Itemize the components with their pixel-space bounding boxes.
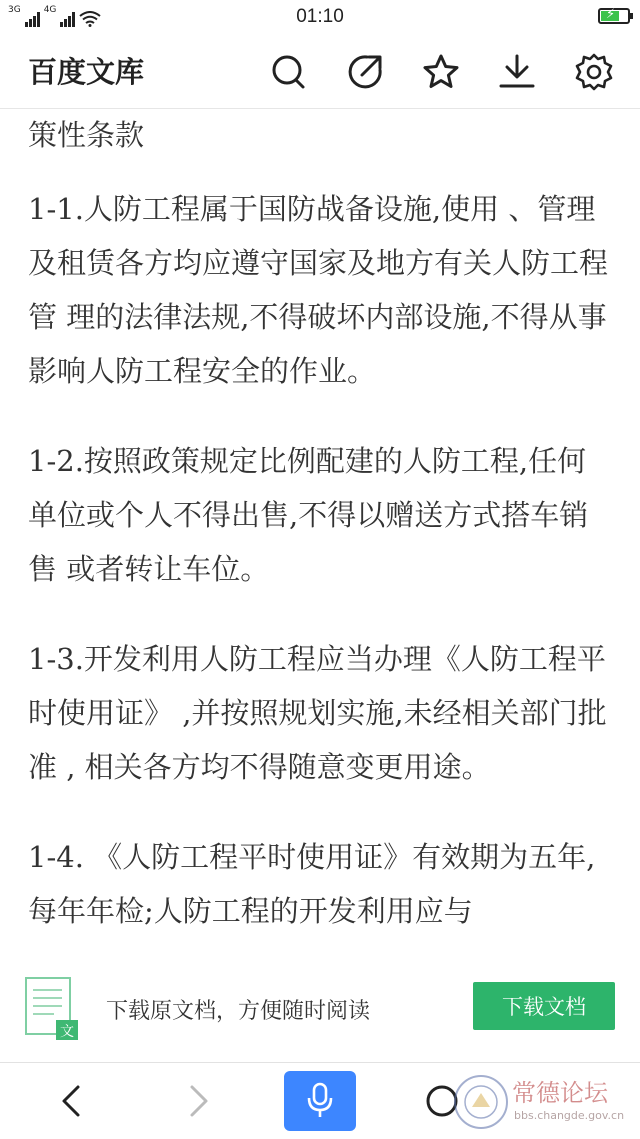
watermark-text: 常德论坛 — [512, 1079, 608, 1107]
favorite-button[interactable] — [421, 52, 461, 92]
share-button[interactable] — [345, 52, 385, 92]
share-icon — [345, 52, 385, 92]
download-document-button[interactable]: 下载文档 — [473, 982, 615, 1030]
app-title: 百度文库 — [28, 57, 145, 89]
network-type-1: 3G — [8, 5, 21, 15]
forum-logo-icon — [452, 1073, 510, 1131]
settings-icon — [574, 52, 614, 92]
star-icon — [421, 52, 461, 92]
microphone-icon — [305, 1082, 335, 1120]
section-heading: 策性条款 — [28, 118, 145, 152]
network-type-2: 4G — [43, 5, 57, 15]
banner-message: 下载原文档，方便随时阅读 — [106, 999, 371, 1024]
chevron-left-icon — [50, 1079, 94, 1123]
forum-watermark — [452, 1071, 636, 1133]
download-icon — [497, 52, 537, 92]
voice-search-button[interactable] — [284, 1071, 356, 1131]
back-button[interactable] — [50, 1079, 94, 1123]
forward-button[interactable] — [176, 1079, 220, 1123]
download-button[interactable] — [497, 52, 537, 92]
clause-paragraph: 1-3.开发利用人防工程应当办理《人防工程平时使用证》 ,并按照规划实施,未经相关部门批 准 , 相关各方均不得随意变更用途。 — [28, 642, 607, 784]
download-banner — [0, 962, 640, 1062]
battery-icon — [598, 8, 630, 24]
clause-paragraph: 1-4. 《人防工程平时使用证》有效期为五年,每年年检;人防工程的开发利用应与 — [28, 840, 596, 928]
status-bar — [0, 0, 640, 36]
bottom-navigation — [0, 1062, 640, 1139]
clause-paragraph: 1-2.按照政策规定比例配建的人防工程,任何单位或个人不得出售,不得以赠送方式搭车销售 或者转让车位。 — [28, 444, 589, 586]
document-badge: 文 — [60, 1024, 74, 1040]
document-content — [28, 108, 612, 974]
clock: 01:10 — [296, 6, 344, 27]
watermark-url: bbs.changde.gov.cn — [514, 1109, 625, 1122]
document-icon — [24, 976, 80, 1042]
search-button[interactable] — [268, 52, 308, 92]
chevron-right-icon — [176, 1079, 220, 1123]
search-icon — [268, 52, 308, 92]
charging-icon: ⚡ — [606, 7, 616, 22]
app-header — [0, 36, 640, 109]
settings-button[interactable] — [574, 52, 614, 92]
clause-paragraph: 1-1.人防工程属于国防战备设施,使用 、管理及租赁各方均应遵守国家及地方有关人防工程管 理的法律法规,不得破坏内部设施,不得从事影响人防工程安全的作业。 — [28, 192, 609, 388]
